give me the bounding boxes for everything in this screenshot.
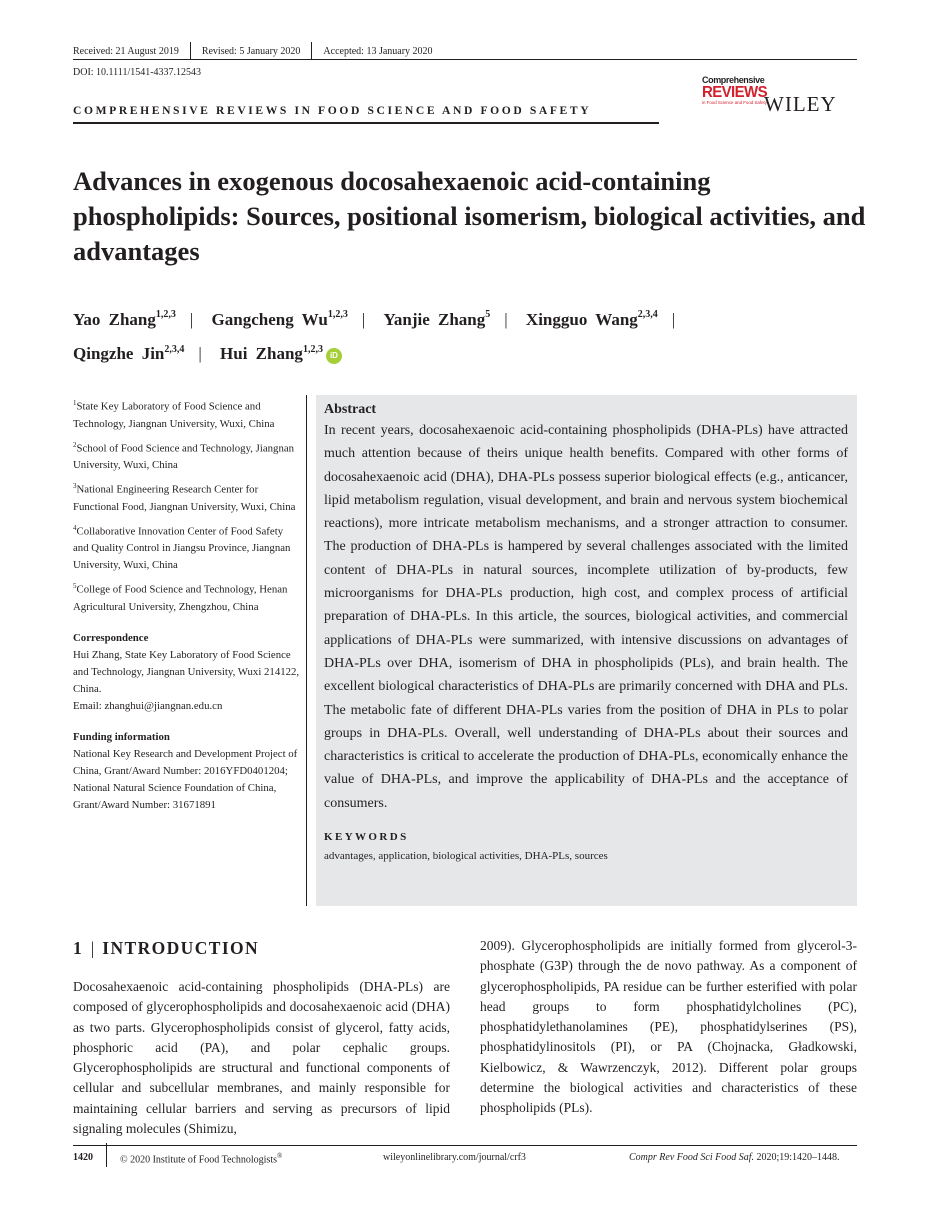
author[interactable]: Yao Zhang$^{1,2,3}$: [73, 309, 176, 329]
logo-line1: Comprehensive: [702, 75, 765, 85]
affiliation: $^1$State Key Laboratory of Food Science and Technology, Jiangnan University, Wuxi, China: [73, 399, 275, 430]
logo-line3: in Food Science and Food Safety: [702, 100, 767, 105]
publisher-logo: WILEY: [764, 92, 837, 116]
doi[interactable]: DOI: 10.1111/1541-4337.12543: [73, 67, 202, 78]
journal-logo: [702, 75, 767, 114]
author[interactable]: Qingzhe Jin$^{2,3,4}$: [73, 343, 185, 364]
divider: [190, 42, 191, 60]
citation: Compr Rev Food Sci Food Saf. 2020;19:1420–1448.: [629, 1152, 840, 1163]
journal-rule: [73, 122, 659, 124]
abstract-box: [316, 395, 857, 906]
correspondence-email[interactable]: Email: zhanghui@jiangnan.edu.cn: [73, 699, 223, 712]
author-separator: |: [671, 309, 676, 329]
affiliation: $^2$School of Food Science and Technology, Jiangnan University, Wuxi, China: [73, 440, 295, 472]
affiliation: $^4$Collaborative Innovation Center of Food Safety and Quality Control in Jiangsu Province, Jiangnan University, Wuxi, China: [73, 523, 291, 572]
author[interactable]: Xingguo Wang$^{2,3,4}$: [525, 309, 658, 329]
author-separator: |: [189, 309, 194, 329]
keywords-heading: KEYWORDS: [324, 831, 409, 844]
author-list: [73, 300, 863, 369]
journal-url[interactable]: wileyonlinelibrary.com/journal/crf3: [383, 1152, 526, 1163]
correspondence-text: Hui Zhang, State Key Laboratory of Food Science and Technology, Jiangnan University, Wuxi 214122, China.: [73, 648, 300, 695]
column-divider: [306, 395, 307, 906]
footer-rule: [73, 1145, 857, 1146]
section-heading: 1 | INTRODUCTION: [73, 938, 260, 958]
revised-date: Revised: 5 January 2020: [201, 45, 301, 57]
received-date: Received: 21 August 2019: [73, 45, 179, 57]
divider: [311, 42, 312, 60]
author[interactable]: Gangcheng Wu$^{1,2,3}$: [211, 309, 348, 329]
article-dates: [73, 43, 433, 59]
funding-heading: Funding information: [73, 730, 170, 743]
abstract-heading: Abstract: [324, 402, 377, 417]
affiliations: [73, 395, 301, 814]
intro-left-column: Docosahexaenoic acid-containing phospholipids (DHA-PLs) are composed of glycerophospholipids and docosahexaenoic acid (DHA) as two parts. Glycerophospholipids consist of glycerol, fatty acids, phosphoric acid (PA), and polar cephalic groups. Glycerophospholipids are structural and functional components of cellular and subcellular membranes, and mainly responsible for maintaining cellular barriers and serving as precursors of lipid signaling molecules (Shimizu,: [73, 979, 450, 1137]
logo-line2: REVIEWS: [702, 83, 767, 102]
author[interactable]: Yanjie Zhang$^5$: [383, 309, 491, 329]
orcid-icon[interactable]: iD: [326, 348, 342, 364]
author-separator: |: [198, 344, 202, 364]
page-number: 1420: [73, 1152, 93, 1163]
affiliation: $^5$College of Food Science and Technology, Henan Agricultural University, Zhengzhou, China: [73, 582, 288, 613]
author-separator: |: [504, 309, 508, 329]
journal-name: COMPREHENSIVE REVIEWS IN FOOD SCIENCE AND FOOD SAFETY: [73, 104, 592, 117]
author-separator: |: [361, 309, 366, 329]
intro-right-column: 2009). Glycerophospholipids are initially formed from glycerol-3-phosphate (G3P) through the de novo pathway. As a component of glycerophospholipids, PA residue can be further esterified with polar head groups to form phosphatidylcholines (PC), phosphatidylethanolamines (PE), phosphatidylserines (PS), phosphatidylinositols (PI), or PA (Chojnacka, Gładkowski, Kielbowicz, & Wawrzenczyk, 2012). Different polar groups determine the biological activities and characteristics of these phospholipids (PLs).: [480, 938, 857, 1116]
footer-divider: [106, 1143, 107, 1167]
accepted-date: Accepted: 13 January 2020: [323, 45, 433, 57]
copyright: © 2020 Institute of Food Technologists®: [120, 1152, 283, 1166]
article-title: Advances in exogenous docosahexaenoic acid-containing phospholipids: Sources, positional isomerism, biological activities, and advantages: [73, 166, 866, 266]
funding-text: National Key Research and Development Project of China, Grant/Award Number: 2016YFD0401204; National Natural Science Foundation of China, Grant/Award Number: 31671891: [73, 747, 298, 811]
affiliation: $^3$National Engineering Research Center for Functional Food, Jiangnan University, Wuxi, China: [73, 482, 296, 513]
abstract-text: In recent years, docosahexaenoic acid-containing phospholipids (DHA-PLs) have attracted much attention because of theirs unique health benefits. Compared with other forms of docosahexaenoic acid (DHA), DHA-PLs possess superior biological effects (e.g., anticancer, lipid metabolism regulation, visual development, and brain and nervous system biochemical reactions), more intricate metabolism mechanisms, and a stronger attraction to consumer. The production of DHA-PLs is hampered by several challenges associated with the limited content of DHA-PLs in natural sources, incomplete utilization of by-products, few microorganisms for DHA-PLs production, high cost, and complex process of artificial preparation of DHA-PLs. In this article, the sources, biological activities, and commercial applications of DHA-PLs were summarized, with intensive discussions on advantages of DHA-PLs over DHA, isomerism of DHA in phospholipids (PLs), and brain health. The excellent biological characteristics of DHA-PLs are primarily concerned with DHA and PLs. The metabolic fate of different DHA-PLs varies from the position of DHA in PLs to polar groups in DHA-PLs. Overall, well understanding of DHA-PLs about their sources and characteristics is critical to accelerate the production of DHA-PLs, economically enhance the value of DHA-PLs, and improve the applicability of DHA-PLs and the acceptance of consumers.: [324, 423, 848, 811]
author[interactable]: Hui Zhang$^{1,2,3}$: [220, 343, 323, 364]
keywords-text: advantages, application, biological activities, DHA-PLs, sources: [324, 850, 608, 863]
header-rule: [73, 59, 857, 60]
correspondence-heading: Correspondence: [73, 631, 149, 644]
